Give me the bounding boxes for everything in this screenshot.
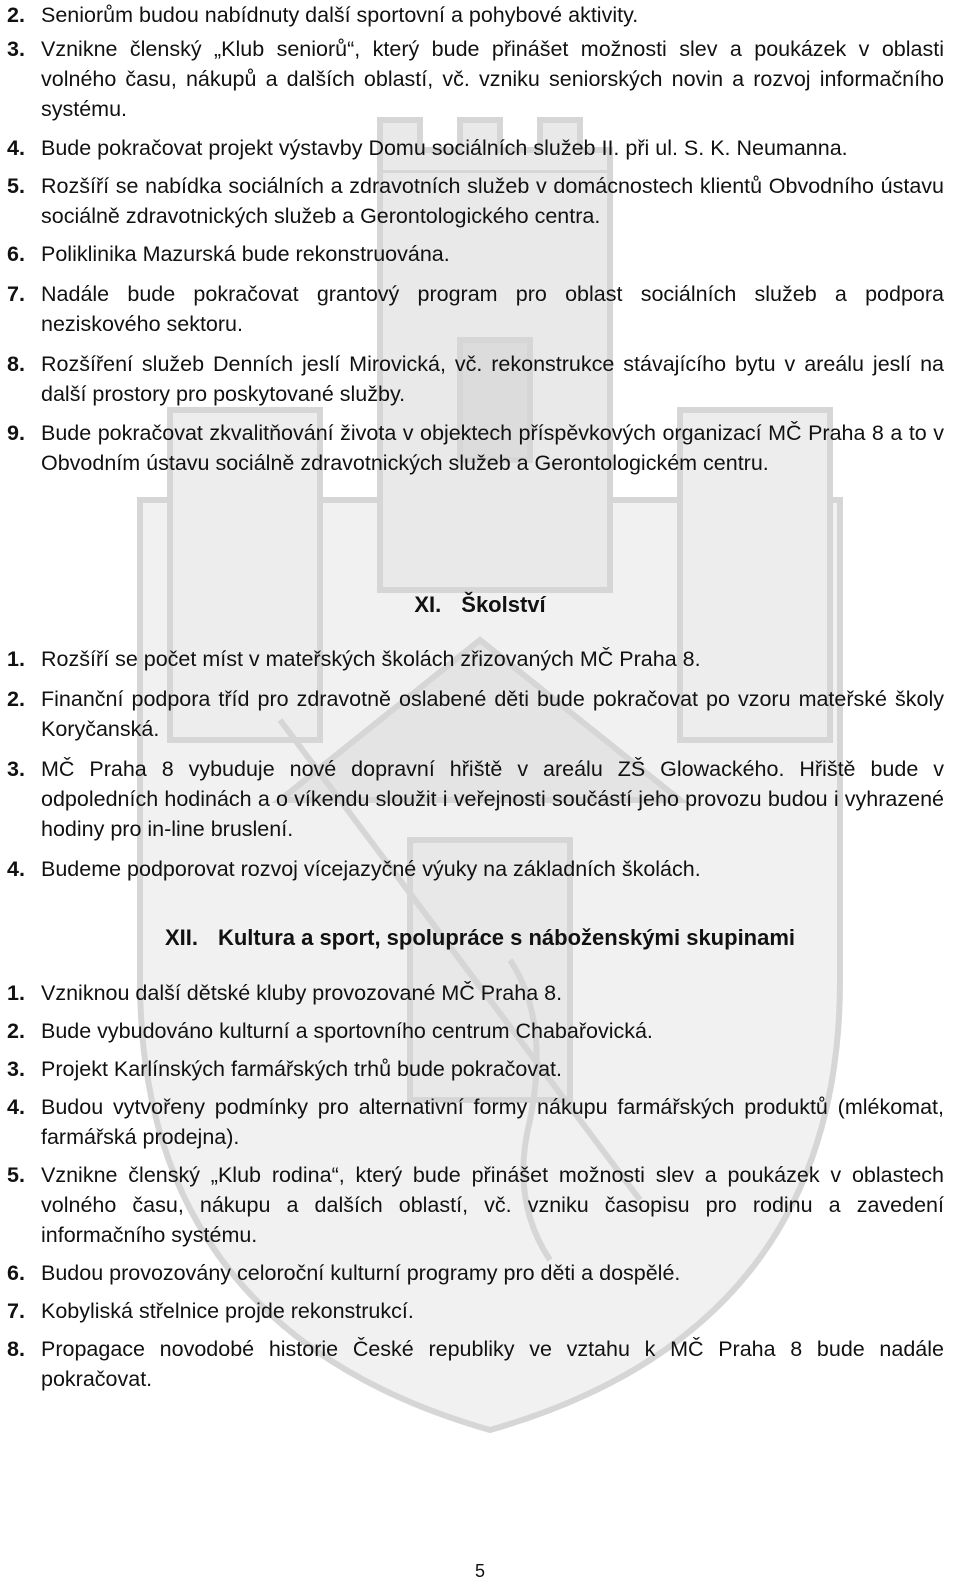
list-item	[0, 34, 960, 124]
item-text: Vzniknou další dětské kluby provozované MČ Praha 8.	[41, 981, 563, 1005]
item-number: 1.	[7, 647, 25, 671]
item-number: 6.	[7, 1261, 25, 1285]
item-text: Propagace novodobé historie České republiky ve vztahu k MČ Praha 8 bude nadále pokračovat.	[41, 1337, 944, 1391]
item-number: 2.	[7, 3, 25, 27]
section-title: Školství	[461, 592, 546, 617]
section-heading-xi	[0, 590, 960, 620]
section-roman-numeral: XII.	[164, 925, 198, 950]
list-item	[0, 1258, 960, 1288]
list-item	[0, 1296, 960, 1326]
item-text: Budeme podporovat rozvoj vícejazyčné výuky na základních školách.	[41, 857, 701, 881]
list-item	[0, 1016, 960, 1046]
item-text: Bude vybudováno kulturní a sportovního centrum Chabařovická.	[41, 1019, 653, 1043]
list-item	[0, 854, 960, 884]
section-x-list	[0, 0, 960, 478]
section-xi-list	[0, 644, 960, 884]
item-number: 9.	[7, 421, 25, 445]
section-heading-xii	[0, 923, 960, 953]
list-item	[0, 0, 960, 30]
item-text: Finanční podpora tříd pro zdravotně oslabené děti bude pokračovat po vzoru mateřské školy Koryčanská.	[41, 687, 944, 741]
list-item	[0, 1160, 960, 1250]
item-number: 4.	[7, 1095, 25, 1119]
list-item	[0, 279, 960, 339]
item-number: 6.	[7, 242, 25, 266]
item-number: 1.	[7, 981, 25, 1005]
item-number: 4.	[7, 857, 25, 881]
item-text: Poliklinika Mazurská bude rekonstruována.	[41, 242, 450, 266]
item-number: 7.	[7, 1299, 25, 1323]
item-number: 8.	[7, 352, 25, 376]
item-number: 3.	[7, 757, 25, 781]
item-text: Nadále bude pokračovat grantový program pro oblast sociálních služeb a podpora neziskového sektoru.	[41, 282, 944, 336]
item-text: Vznikne členský „Klub seniorů“, který bude přinášet možnosti slev a poukázek v oblasti volného času, nákupů a dalších oblastí, vč. vzniku seniorských novin a rozvoj informačního systému.	[41, 37, 944, 121]
item-number: 2.	[7, 687, 25, 711]
item-number: 7.	[7, 282, 25, 306]
item-text: Projekt Karlínských farmářských trhů bude pokračovat.	[41, 1057, 562, 1081]
item-text: Rozšíření služeb Denních jeslí Mirovická, vč. rekonstrukce stávajícího bytu v areálu jeslí na další prostory pro poskytované služby.	[41, 352, 944, 406]
item-text: Vznikne členský „Klub rodina“, který bude přinášet možnosti slev a poukázek v oblastech volného času, nákupu a dalších oblastí, vč. vzniku časopisu pro rodinu a zavedení informačního systému.	[41, 1163, 944, 1247]
list-item	[0, 133, 960, 163]
item-number: 5.	[7, 174, 25, 198]
list-item	[0, 684, 960, 744]
page-number: 5	[474, 1561, 485, 1581]
list-item	[0, 1334, 960, 1394]
item-number: 2.	[7, 1019, 25, 1043]
item-number: 8.	[7, 1337, 25, 1361]
list-item	[0, 754, 960, 844]
section-title: Kultura a sport, spolupráce s náboženskými skupinami	[217, 925, 796, 950]
list-item	[0, 349, 960, 409]
item-text: Bude pokračovat projekt výstavby Domu sociálních služeb II. při ul. S. K. Neumanna.	[41, 136, 848, 160]
list-item	[0, 1092, 960, 1152]
item-text: Seniorům budou nabídnuty další sportovní a pohybové aktivity.	[41, 3, 639, 27]
item-text: Rozšíří se počet míst v mateřských školách zřizovaných MČ Praha 8.	[41, 647, 701, 671]
item-text: Budou vytvořeny podmínky pro alternativní formy nákupu farmářských produktů (mlékomat, farmářská prodejna).	[41, 1095, 944, 1149]
item-text: MČ Praha 8 vybuduje nové dopravní hřiště v areálu ZŠ Glowackého. Hřiště bude v odpoledních hodinách a o víkendu sloužit i veřejnosti součástí jeho provozu budou i vyhrazené hodiny pro in-line bruslení.	[41, 757, 944, 841]
item-number: 3.	[7, 37, 25, 61]
section-roman-numeral: XI.	[414, 592, 442, 617]
list-item	[0, 644, 960, 674]
item-text: Bude pokračovat zkvalitňování života v objektech příspěvkových organizací MČ Praha 8 a to v Obvodním ústavu sociálně zdravotnických služeb a Gerontologickém centru.	[41, 421, 944, 475]
item-text: Rozšíří se nabídka sociálních a zdravotních služeb v domácnostech klientů Obvodního ústavu sociálně zdravotnických služeb a Gerontologického centra.	[41, 174, 944, 228]
list-item	[0, 1054, 960, 1084]
item-number: 5.	[7, 1163, 25, 1187]
item-number: 3.	[7, 1057, 25, 1081]
item-text: Kobyliská střelnice projde rekonstrukcí.	[41, 1299, 414, 1323]
list-item	[0, 978, 960, 1008]
list-item	[0, 418, 960, 478]
list-item	[0, 171, 960, 231]
item-number: 4.	[7, 136, 25, 160]
list-item	[0, 239, 960, 269]
item-text: Budou provozovány celoroční kulturní programy pro děti a dospělé.	[41, 1261, 681, 1285]
section-xii-list	[0, 978, 960, 1394]
